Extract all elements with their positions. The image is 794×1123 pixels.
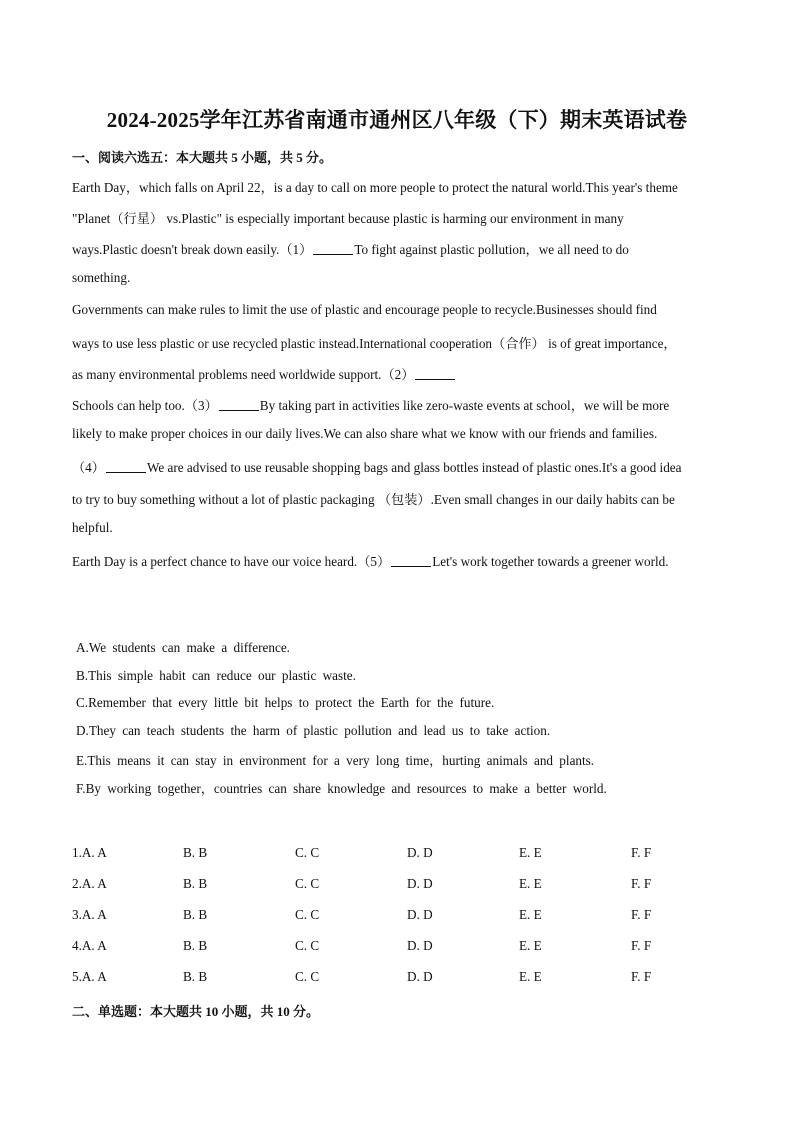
choice-option[interactable]: F. F — [631, 969, 652, 984]
choice-option[interactable] — [72, 907, 107, 923]
choice-option[interactable] — [72, 845, 107, 861]
choice-option[interactable] — [72, 876, 107, 892]
choice-option[interactable]: E. E — [519, 938, 542, 953]
choice-option[interactable]: E. E — [519, 969, 542, 984]
option-e: E.This means it can stay in environment for a very long time，hurting animals and plants. — [76, 753, 595, 768]
choice-option[interactable]: C. C — [295, 845, 320, 860]
passage-line-with-blank-5: Earth Day is a perfect chance to have our voice heard.（5） Let's work together towards a greener world. — [72, 554, 669, 569]
choice-option[interactable]: E. E — [519, 845, 542, 860]
choice-option[interactable]: C. C — [295, 876, 320, 891]
passage-line: Earth Day，which falls on April 22，is a day to call on more people to protect the natural world.This year's theme — [72, 180, 678, 195]
passage-line: Governments can make rules to limit the use of plastic and encourage people to recycle.Businesses should find — [72, 302, 657, 317]
option-d: D.They can teach students the harm of plastic pollution and lead us to take action. — [76, 723, 551, 738]
choice-option[interactable]: D. D — [407, 845, 433, 860]
answer-blank-1[interactable] — [313, 242, 353, 255]
choice-option[interactable]: D. D — [407, 876, 433, 891]
choice-label: A. A — [81, 845, 107, 860]
question-row — [72, 907, 732, 925]
section-heading-1: 一、阅读六选五：本大题共 5 小题，共 5 分。 — [72, 150, 333, 165]
answer-blank-2[interactable] — [415, 367, 455, 380]
option-a: A.We students can make a difference. — [76, 640, 290, 655]
passage-line: likely to make proper choices in our daily lives.We can also share what we know with our friends and families. — [72, 426, 658, 441]
passage-line: "Planet（行星） vs.Plastic" is especially important because plastic is harming our environment in many — [72, 211, 624, 226]
question-row — [72, 938, 732, 956]
passage-line-with-blank-3: Schools can help too.（3） By taking part in activities like zero-waste events at school，we will be more — [72, 398, 670, 413]
choice-option[interactable]: B. B — [183, 969, 208, 984]
passage-line: something. — [72, 270, 131, 285]
passage-line: to try to buy something without a lot of plastic packaging （包装）.Even small changes in our daily habits can be — [72, 492, 675, 507]
question-row — [72, 969, 732, 987]
question-number: 4. — [72, 938, 82, 953]
choice-option[interactable]: B. B — [183, 845, 208, 860]
choice-option[interactable]: F. F — [631, 876, 652, 891]
choice-option[interactable]: E. E — [519, 907, 542, 922]
passage-line-with-blank-1: ways.Plastic doesn't break down easily.（1） To fight against plastic pollution，we all need to do — [72, 242, 629, 257]
choice-label: A. A — [81, 907, 107, 922]
choice-option[interactable]: B. B — [183, 876, 208, 891]
choice-option[interactable]: D. D — [407, 938, 433, 953]
section-heading-2: 二、单选题：本大题共 10 小题，共 10 分。 — [72, 1004, 320, 1019]
choice-option[interactable]: D. D — [407, 969, 433, 984]
choice-option[interactable]: C. C — [295, 907, 320, 922]
option-f: F.By working together，countries can share knowledge and resources to make a better world. — [76, 781, 607, 796]
question-number: 5. — [72, 969, 82, 984]
answer-blank-3[interactable] — [219, 398, 259, 411]
choice-label: A. A — [81, 876, 107, 891]
answer-blank-5[interactable] — [391, 554, 431, 567]
passage-line-with-blank-2: as many environmental problems need worldwide support.（2） — [72, 364, 456, 383]
choice-label: A. A — [81, 938, 107, 953]
choice-option[interactable]: B. B — [183, 907, 208, 922]
choice-option[interactable]: C. C — [295, 938, 320, 953]
answer-blank-4[interactable] — [106, 460, 146, 473]
option-c: C.Remember that every little bit helps to protect the Earth for the future. — [76, 695, 495, 710]
choice-option[interactable]: F. F — [631, 845, 652, 860]
passage-line: helpful. — [72, 520, 113, 535]
choice-option[interactable]: D. D — [407, 907, 433, 922]
choice-option[interactable]: F. F — [631, 938, 652, 953]
choice-option[interactable]: B. B — [183, 938, 208, 953]
choice-option[interactable]: E. E — [519, 876, 542, 891]
question-number: 1. — [72, 845, 82, 860]
question-row — [72, 845, 732, 863]
passage-line-with-blank-4: （4） We are advised to use reusable shopping bags and glass bottles instead of plastic ones.It's a good idea — [72, 460, 682, 475]
choice-option[interactable]: C. C — [295, 969, 320, 984]
choice-option[interactable]: F. F — [631, 907, 652, 922]
passage-line: ways to use less plastic or use recycled plastic instead.International cooperation（合作） is of great importance， — [72, 336, 677, 351]
question-number: 2. — [72, 876, 82, 891]
choice-label: A. A — [81, 969, 107, 984]
option-b: B.This simple habit can reduce our plastic waste. — [76, 668, 356, 683]
exam-title: 2024-2025学年江苏省南通市通州区八年级（下）期末英语试卷 — [106, 108, 688, 132]
choice-option[interactable] — [72, 938, 107, 954]
choice-option[interactable] — [72, 969, 107, 985]
question-row — [72, 876, 732, 894]
question-number: 3. — [72, 907, 82, 922]
